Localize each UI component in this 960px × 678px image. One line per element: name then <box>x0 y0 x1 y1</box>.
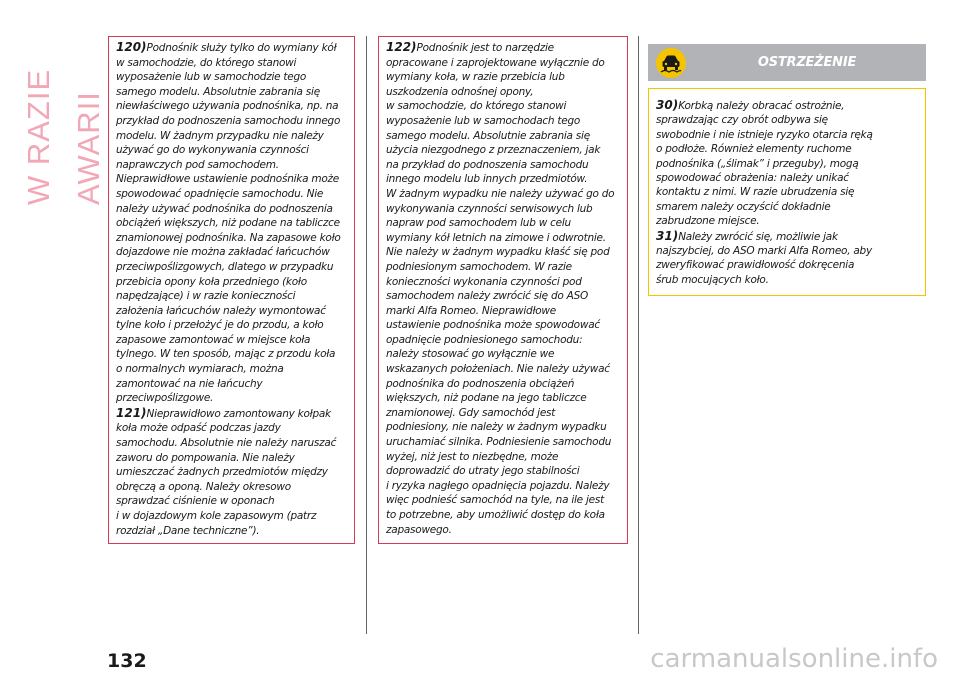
note-number: 121) <box>116 405 147 420</box>
note-text: Należy zwrócić się, możliwie jak najszybciej, do ASO marki Alfa Romeo, aby zweryfikować prawidłowość dokręcenia śrub mocujących koło. <box>656 230 872 286</box>
note-text: Podnośnik służy tylko do wymiany kół w samochodzie, do którego stanowi wyposażenie lub w samochodzie tego samego modelu. Absolutnie zabrania się niewłaściwego używania podnośnika, np. na przykład do podnoszenia samochodu innego modelu. W żadnym przypadku nie należy używać go do wykonywania czynności naprawczych pod samochodem. Nieprawidłowe ustawienie podnośnika może spowodować opadnięcie samochodu. Nie należy używać podnośnika do podnoszenia obciążeń większych, niż podane na tabliczce znamionowej podnośnika. Na zapasowe koło dojazdowe nie można zakładać łańcuchów przeciwpoślizgowych, dlatego w przypadku przebicia opony koła przedniego (koło napędzające) i w razie konieczności założenia łańcuchów należy wymontować tylne koło i przełożyć je do przodu, a koło zapasowe zamontować w miejsce koła tylnego. W ten sposób, mając z przodu koła o normalnych wymiarach, można zamontować na nie łańcuchy przeciwpoślizgowe. <box>116 42 341 405</box>
warning-box <box>648 88 926 296</box>
warning-header <box>648 44 926 81</box>
warning-title: OSTRZEŻENIE <box>757 55 857 70</box>
page-number: 132 <box>107 650 147 672</box>
column-divider <box>638 36 639 634</box>
note-number: 30) <box>656 98 679 112</box>
note-number: 120) <box>116 40 147 54</box>
column-divider <box>366 36 367 634</box>
note-30 <box>656 98 917 229</box>
note-121 <box>116 406 348 538</box>
watermark: carmanualsonline.info <box>650 644 938 674</box>
note-31 <box>656 229 917 288</box>
warning-car-icon <box>656 48 686 78</box>
note-number: 122) <box>386 40 417 54</box>
note-120 <box>116 40 348 406</box>
note-number: 31) <box>656 228 679 243</box>
note-text: Nieprawidłowo zamontowany kołpak koła może odpaść podczas jazdy samochodu. Absolutnie nie należy naruszać zaworu do pompowania. Nie należy umieszczać żadnych przedmiotów między obręczą a oponą. Należy okresowo sprawdzać ciśnienie w oponach i w dojazdowym kole zapasowym (patrz rozdział „Dane techniczne”). <box>116 407 337 537</box>
note-text: Podnośnik jest to narzędzie opracowane i zaprojektowane wyłącznie do wymiany koła, w razie przebicia lub uszkodzenia odnośnej opony, w samochodzie, do którego stanowi wyposażenie lub w samochodach tego samego modelu. Absolutnie zabrania się użycia niezgodnego z przeznaczeniem, jak na przykład do podnoszenia samochodu innego modelu lub innych przedmiotów. W żadnym wypadku nie należy używać go do wykonywania czynności serwisowych lub napraw pod samochodem lub w celu wymiany kół letnich na zimowe i odwrotnie. Nie należy w żadnym wypadku kłaść się pod podniesionym samochodem. W razie konieczności wykonania czynności pod samochodem należy zwrócić się do ASO marki Alfa Romeo. Nieprawidłowe ustawienie podnośnika może spowodować opadnięcie podniesionego samochodu: należy stosować go wyłącznie we wskazanych położeniach. Nie należy używać podnośnika do podnoszenia obciążeń większych, niż podane na jego tabliczce znamionowej. Gdy samochód jest podniesiony, nie należy w żadnym wypadku uruchamiać silnika. Podniesienie samochodu wyżej, niż jest to niezbędne, może doprowadzić do utraty jego stabilności i ryzyka nagłego opadnięcia pojazdu. Należy więc podnieść samochód na tyle, na ile jest to potrzebne, aby umożliwić dostęp do koła zapasowego. <box>386 42 615 536</box>
note-text: Korbką należy obracać ostrożnie, sprawdzając czy obrót odbywa się swobodnie i nie istnieje ryzyko otarcia ręką o podłoże. Również elementy ruchome podnośnika („ślimak” i przeguby), mogą spowodować obrażenia: należy unikać kontaktu z nimi. W razie ubrudzenia się smarem należy oczyścić dokładnie zabrudzone miejsce. <box>656 100 873 228</box>
notes-box-middle <box>378 36 628 544</box>
notes-box-left <box>108 36 355 544</box>
note-122 <box>386 40 621 537</box>
chapter-title: W RAZIE AWARII <box>21 68 106 205</box>
